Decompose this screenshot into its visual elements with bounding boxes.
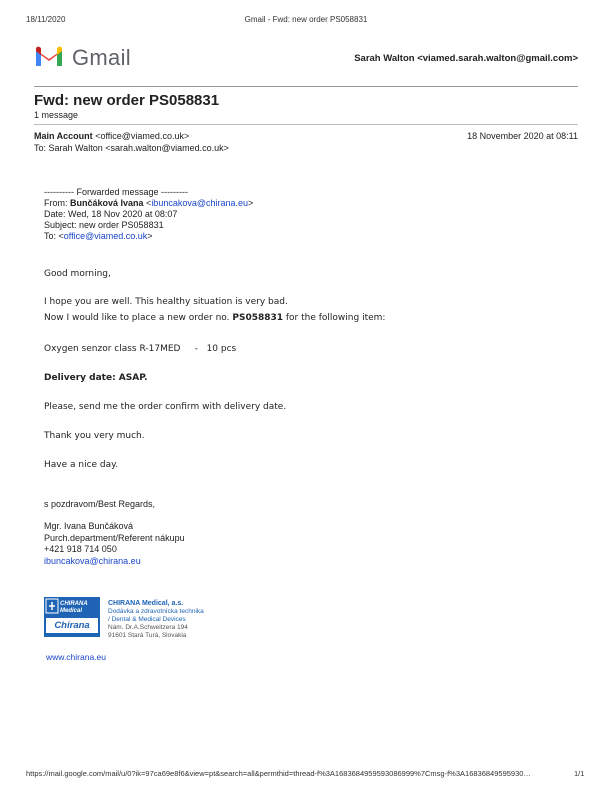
company-website[interactable]: www.chirana.eu	[46, 652, 107, 662]
account-label: Sarah Walton <viamed.sarah.walton@gmail.com>	[354, 53, 578, 64]
body-line-1: I hope you are well. This healthy situation is very bad.	[44, 297, 288, 307]
body-line-2	[44, 313, 385, 323]
forwarded-date: Date: Wed, 18 Nov 2020 at 08:07	[44, 209, 178, 219]
print-url: https://mail.google.com/mail/u/0?ik=97ca69e8f6&view=pt&search=all&permthid=thread-f%3A1683684959593086999%7Cmsg-f%3A16836849595930…	[26, 769, 531, 778]
signature-phone: +421 918 714 050	[44, 544, 117, 554]
print-date: 18/11/2020	[26, 15, 66, 24]
company-info	[108, 600, 204, 640]
forwarded-from	[44, 198, 253, 209]
gt: >	[248, 198, 254, 208]
signature-position: Purch.department/Referent nákupu	[44, 532, 185, 543]
forwarded-from-email[interactable]: ibuncakova@chirana.eu	[151, 198, 249, 208]
message-recipient: To: Sarah Walton <sarah.walton@viamed.co.uk>	[34, 143, 229, 153]
forwarded-from-label: From:	[44, 198, 70, 208]
line2-post: for the following item:	[283, 313, 386, 323]
message-date: 18 November 2020 at 08:11	[467, 131, 578, 141]
forwarded-to	[44, 231, 253, 242]
forwarded-block	[44, 187, 253, 242]
thread-subject: Fwd: new order PS058831	[34, 92, 220, 109]
chirana-logo	[44, 597, 100, 637]
signature-block	[44, 521, 185, 567]
print-title: Gmail - Fwd: new order PS058831	[244, 15, 368, 24]
page-number: 1/1	[574, 769, 585, 778]
gmail-logo-icon	[34, 44, 64, 68]
forwarded-to-label: To: <	[44, 231, 64, 241]
forwarded-to-email[interactable]: office@viamed.co.uk	[63, 231, 148, 241]
gt: >	[147, 231, 153, 241]
header-divider	[34, 86, 578, 87]
forwarded-from-name: Bunčáková Ivana	[70, 198, 144, 208]
body-thanks: Thank you very much.	[44, 431, 145, 441]
order-number: PS058831	[232, 313, 284, 323]
logo-top-text: CHIRANA Medical	[60, 601, 88, 614]
signature-name: Mgr. Ivana Bunčáková	[44, 521, 134, 531]
sender-email[interactable]: <office@viamed.co.uk>	[95, 131, 190, 141]
body-nice-day: Have a nice day.	[44, 460, 119, 470]
company-line-1: Dodávka a zdravotnícka technika	[108, 608, 204, 615]
logo-bottom-text: Chirana	[54, 620, 90, 631]
message-sender	[34, 131, 189, 141]
delivery-date: Delivery date: ASAP.	[44, 373, 148, 383]
forwarded-header: ---------- Forwarded message ---------	[44, 187, 188, 197]
company-line-4: 91601 Stará Turá, Slovakia	[108, 632, 187, 639]
body-greeting: Good morning,	[44, 269, 111, 279]
signature-email[interactable]: ibuncakova@chirana.eu	[44, 555, 141, 566]
forwarded-subject: Subject: new order PS058831	[44, 220, 164, 230]
company-line-2: / Dental & Medical Devices	[108, 616, 186, 623]
sender-name: Main Account	[34, 131, 93, 141]
signature-regards: s pozdravom/Best Regards,	[44, 499, 156, 509]
message-count: 1 message	[34, 110, 79, 120]
gmail-brand-text: Gmail	[72, 45, 131, 70]
subject-divider	[34, 124, 578, 125]
order-item: Oxygen senzor class R-17MED - 10 pcs	[44, 344, 237, 354]
company-name: CHIRANA Medical, a.s.	[108, 600, 184, 607]
line2-pre: Now I would like to place a new order no.	[44, 313, 233, 323]
company-line-3: Nám. Dr.A.Schweitzera 194	[108, 624, 188, 631]
body-confirm: Please, send me the order confirm with delivery date.	[44, 402, 287, 412]
lt: <	[143, 198, 152, 208]
